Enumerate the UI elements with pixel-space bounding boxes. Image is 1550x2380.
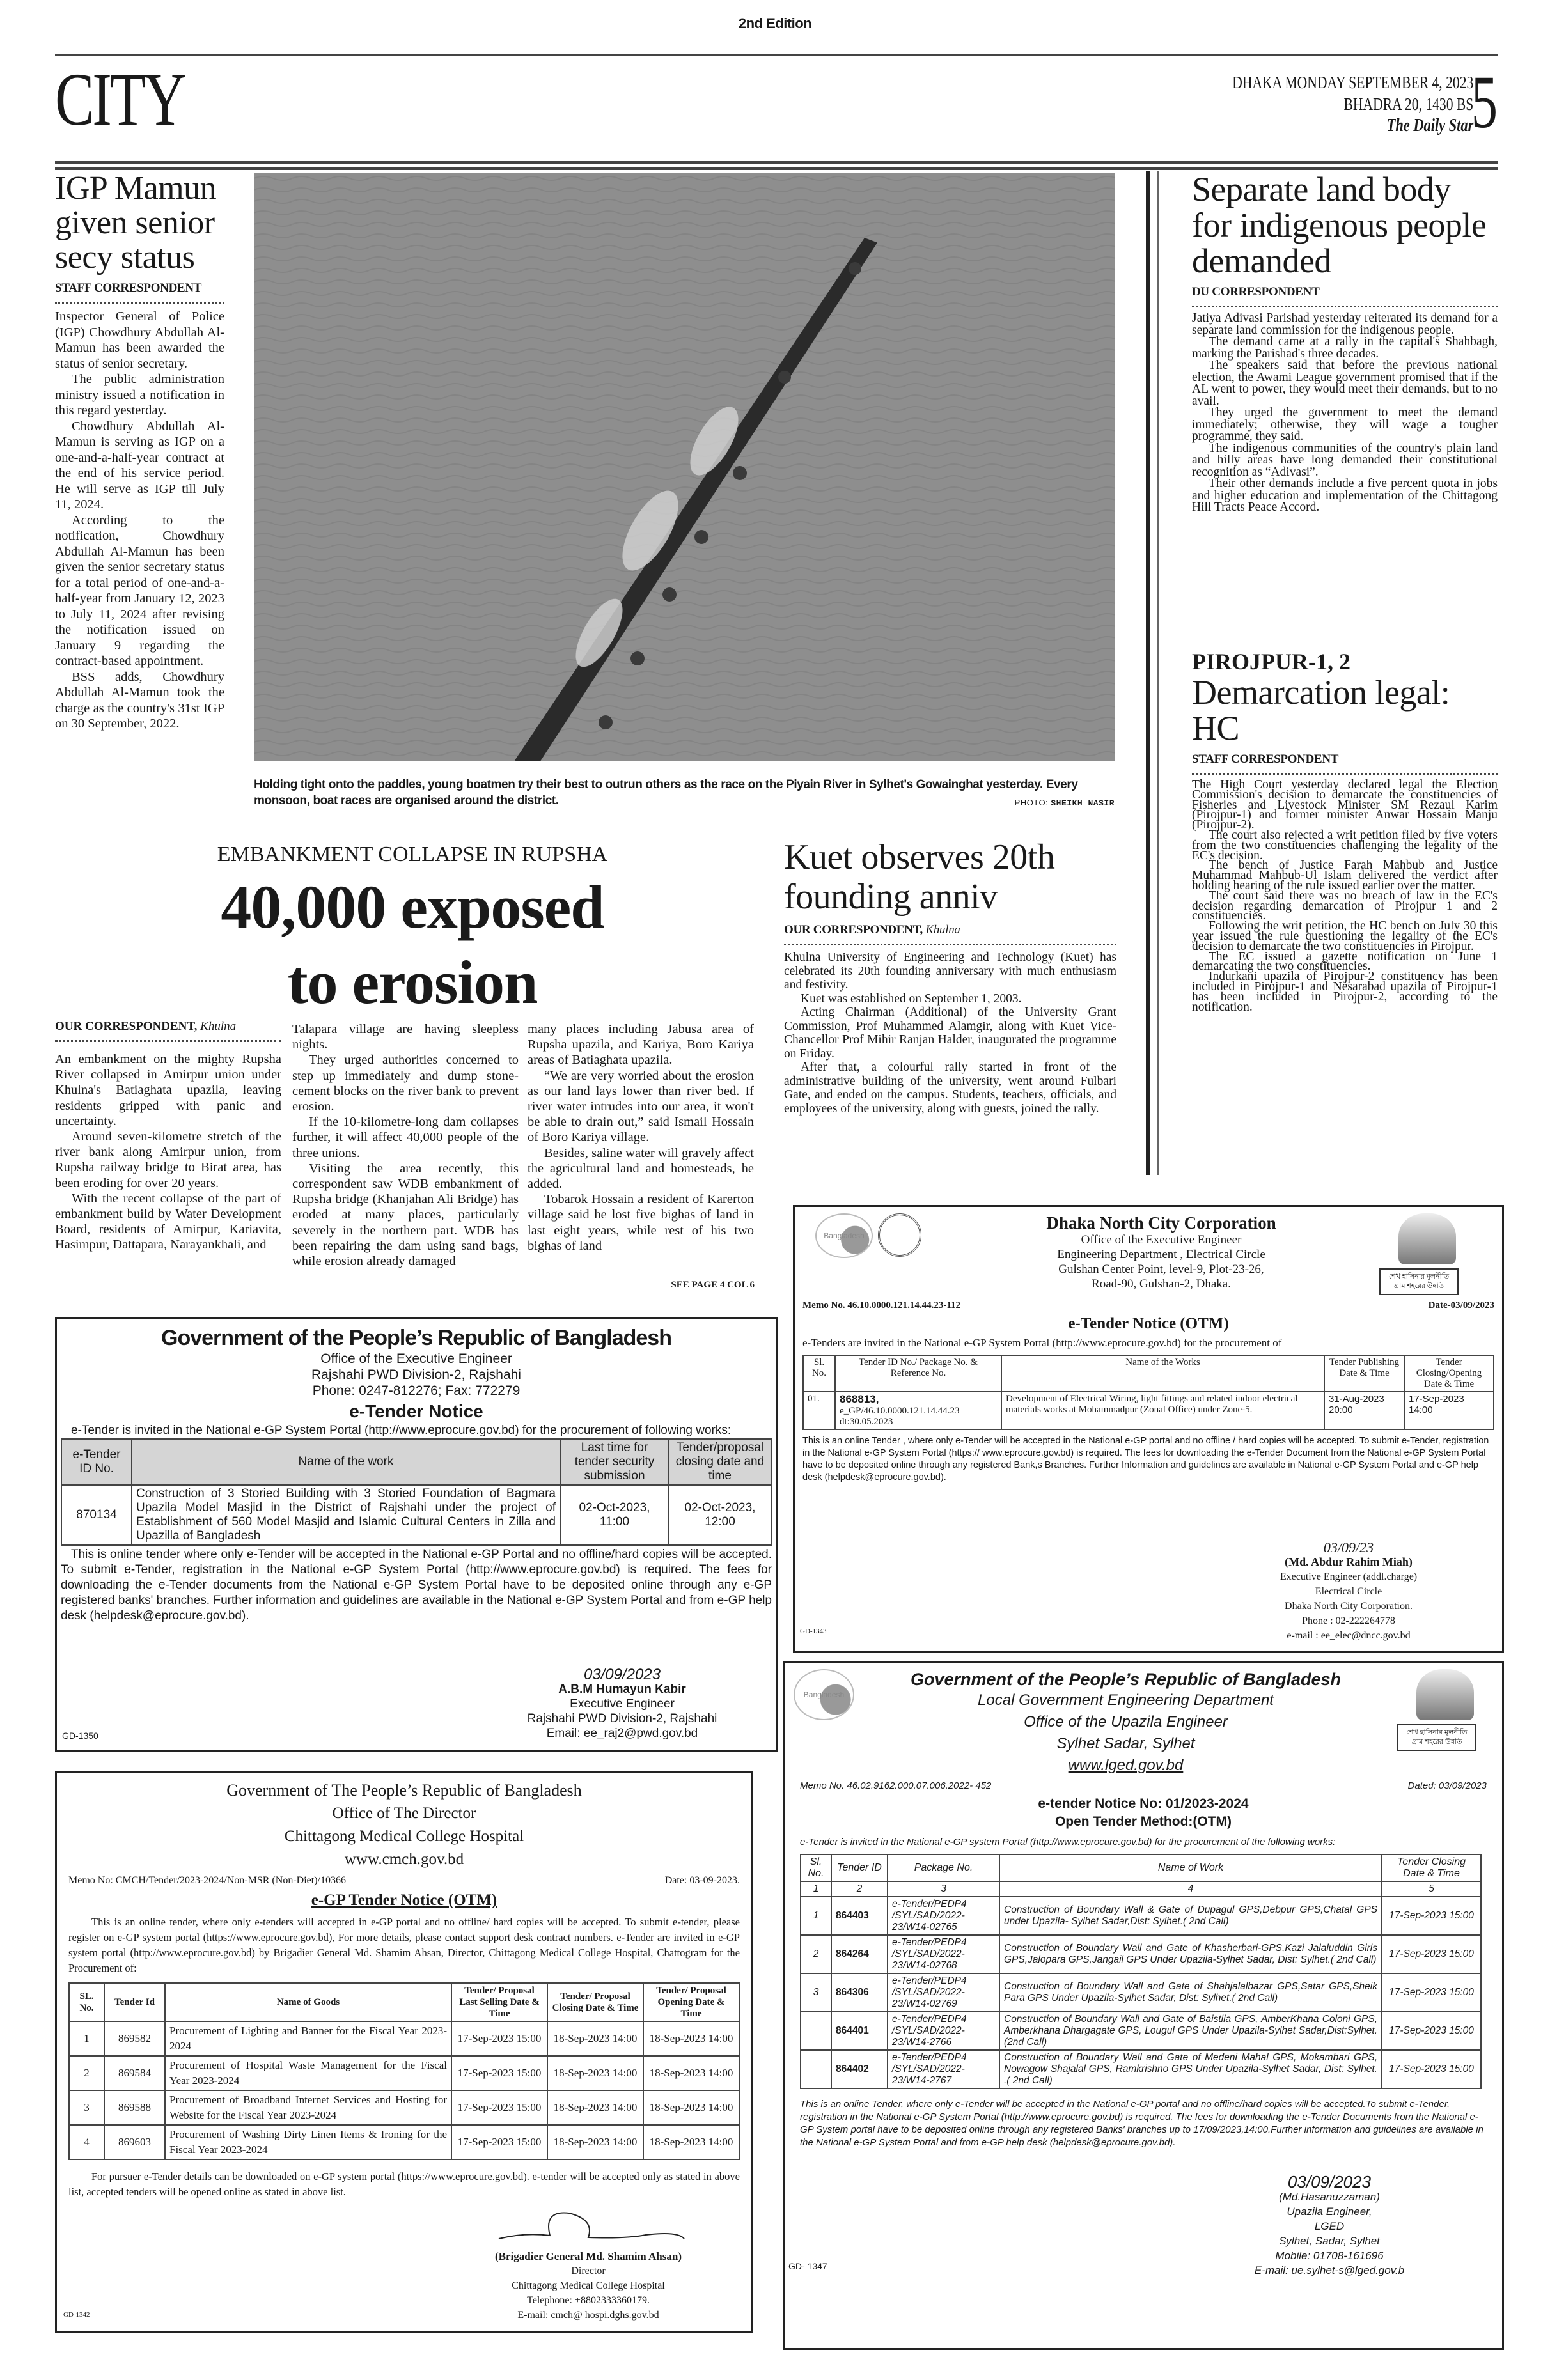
paragraph: The speakers said that before the previous national election, the Awami League government promised that if the AL went to power, they would meet their demands, but to no avail.	[1192, 359, 1498, 408]
mujib-emblem	[1379, 1213, 1475, 1295]
serial: 1	[69, 2021, 104, 2056]
ad-heading	[854, 1669, 1397, 1777]
paragraph: They urged the government to meet the demand immediately; otherwise, they will wage a tougher programme, they said.	[1192, 406, 1498, 443]
tender-id: 864401	[831, 2012, 888, 2050]
memo-line	[802, 1300, 1494, 1311]
signature-block	[513, 1667, 731, 1741]
ad-logos	[815, 1213, 943, 1258]
section-title: CITY	[55, 58, 185, 141]
selling-date: 17-Sep-2023 15:00	[451, 2056, 547, 2090]
goods-name: Procurement of Broadband Internet Services and Hosting for Website for the Fiscal Year 2023-2024	[165, 2090, 451, 2125]
signer-designation: Director	[571, 2266, 606, 2276]
column-header: Last time for tender security submission	[560, 1439, 669, 1485]
signer-name: (Brigadier General Md. Shamim Ahsan)	[495, 2250, 682, 2262]
article-body	[784, 951, 1116, 1116]
paragraph: Indurkani upazila of Pirojpur-2 constituency has been included in Pirojpur-1 and Nesarabad upazila of Pirojpur-1 has been included in Pirojpur-2, according to the notification.	[1192, 970, 1498, 1014]
signer-mobile: Mobile: 01708-161696	[1275, 2250, 1384, 2262]
goods-name: Procurement of Hospital Waste Management for the Fiscal Year 2023-2024	[165, 2056, 451, 2090]
credit-label: PHOTO:	[1014, 798, 1049, 807]
table-row	[801, 2050, 1481, 2088]
paragraph: Inspector General of Police (IGP) Chowdhury Abdullah Al-Mamun has been awarded the status of senior secretary.	[55, 309, 224, 371]
ad-pwd-tender	[55, 1317, 778, 1752]
column-number: 1	[801, 1881, 831, 1897]
tender-id: 869603	[104, 2125, 165, 2159]
work-name: Development of Electrical Wiring, light fittings and related indoor electrical materials works at Mohammadpur (Zonal Office) under Zone-5.	[1001, 1392, 1324, 1429]
paragraph: An embankment on the mighty Rupsha River collapsed in Amirpur union under Khulna's Batiaghata upazila, leaving residents gripped with panic and uncertainty.	[55, 1052, 281, 1128]
serial: 3	[801, 1973, 831, 2012]
tender-table	[802, 1355, 1494, 1430]
byline-place: Khulna	[925, 923, 960, 937]
column-header: Tender ID	[831, 1855, 888, 1881]
table-row	[61, 1485, 771, 1545]
ad-title: Government of the People’s Republic of Bangladesh	[910, 1670, 1342, 1689]
signer-email: E-mail: ue.sylhet-s@lged.gov.b	[1254, 2264, 1405, 2276]
ad-line: Road-90, Gulshan-2, Dhaka.	[1092, 1277, 1231, 1291]
masthead-date-block	[1232, 72, 1473, 137]
memo-date: Dated: 03/09/2023	[1407, 1780, 1487, 1791]
ad-footer: This is an online Tender, where only e-Tender will be accepted in the National e-GP portal and no offline/hard copies will be accepted.To submit e-Tender, registration in the National e-GP System Portal (http://www.eprocure.gov.bd) is required. The fees for downloading the e-Tender Documents from the National e-GP System portal have to be deposited online through any registered Banks' branches up to 17/09/2023,14:00.Further information and guidelines are available in the National e-GP System Portal and from e-GP help desk (helpdesk@eprocure.gov.bd).	[800, 2099, 1483, 2148]
ad-cmch-tender	[55, 1771, 753, 2333]
dotted-divider	[784, 944, 1116, 945]
signer-name: A.B.M Humayun Kabir	[558, 1683, 686, 1696]
ad-heading	[950, 1213, 1373, 1291]
opening-date: 18-Sep-2023 14:00	[643, 2056, 739, 2090]
table-row	[69, 2056, 739, 2090]
notice-title: e-tender Notice No: 01/2023-2024	[1038, 1796, 1249, 1811]
memo-number: Memo No. 46.02.9162.000.07.006.2022- 452	[800, 1780, 992, 1791]
table-row	[801, 1897, 1481, 1935]
ad-line: Office of the Upazila Engineer	[1024, 1713, 1228, 1731]
column-header: Name of the Works	[1001, 1355, 1324, 1392]
ad-office: Office of the Executive Engineer	[320, 1351, 512, 1366]
byline: STAFF CORRESPONDENT	[55, 281, 202, 295]
byline	[784, 923, 1116, 937]
signer-org: LGED	[1314, 2220, 1345, 2232]
paragraph: The court said there was no breach of law in the EC's decision regarding demarcation of Pirojpur 1 and 2 constituencies.	[1192, 889, 1498, 923]
paragraph: Following the writ petition, the HC bench on July 30 this year issued the rule questioning the legality of the EC's decision to demarcate the two constituencies in Pirojpur.	[1192, 919, 1498, 953]
paragraph: The indigenous communities of the country's plain land and hilly areas have long demanded their constitutional recognition as “Adivasi”.	[1192, 441, 1498, 479]
ad-title: Dhaka North City Corporation	[1046, 1213, 1276, 1233]
serial	[801, 2050, 831, 2088]
tender-id: 864264	[831, 1935, 888, 1973]
portrait-icon	[1416, 1669, 1474, 1720]
signer-circle: Electrical Circle	[1315, 1586, 1382, 1597]
column-header: Tender ID No./ Package No. & Reference No.	[835, 1355, 1001, 1392]
work-name: Construction of Boundary Wall and Gate of Medeni Mahal GPS, Mokambari GPS, Nowagow Shajalal GPS, Ramkrishno GPS Under Upazila-Sylhet Sadar, Dist: Sylhet. .( 2nd Call)	[999, 2050, 1382, 2088]
column-header: Name of the work	[132, 1439, 560, 1485]
slogan-box: শেখ হাসিনার মূলনীতি গ্রাম শহরের উন্নতি	[1397, 1724, 1476, 1751]
selling-date: 17-Sep-2023 15:00	[451, 2125, 547, 2159]
signer-place: Sylhet, Sadar, Sylhet	[1279, 2235, 1380, 2247]
table-row	[69, 2021, 739, 2056]
opening-date: 18-Sep-2023 14:00	[643, 2090, 739, 2125]
tender-id: 869588	[104, 2090, 165, 2125]
paragraph: They urged authorities concerned to step up immediately and dump stone-cement blocks on the river bank to prevent erosion.	[292, 1053, 519, 1114]
serial: 01.	[803, 1392, 835, 1429]
package-no: e-Tender/PEDP4 /SYL/SAD/2022-23/W14-2767	[888, 2050, 999, 2088]
closing-date: 18-Sep-2023 14:00	[547, 2021, 643, 2056]
signer-name: (Md. Abdur Rahim Miah)	[1285, 1555, 1413, 1568]
paragraph: Acting Chairman (Additional) of the University Grant Commission, Prof Muhammed Alamgir, along with Kuet Vice-Chancellor Prof Mihir Ranjan Halder, inaugurated the programme on Friday.	[784, 1006, 1116, 1061]
ad-line: Gulshan Center Point, level-9, Plot-23-26,	[1058, 1263, 1264, 1276]
ad-division: Rajshahi PWD Division-2, Rajshahi	[311, 1367, 521, 1382]
table-row	[69, 2125, 739, 2159]
column-header: Tender Closing Date & Time	[1382, 1855, 1481, 1881]
column-header: Sl. No.	[803, 1355, 835, 1392]
tender-id-cell	[835, 1392, 1001, 1429]
column-header: Sl. No.	[801, 1855, 831, 1881]
work-name: Construction of Boundary Wall and Gate of Baistila GPS, AmberKhana Coloni GPS, Amberkhana Dhargagate GPS, Lougul GPS Under Upazila-Sylhet Sadar,Dist:Sylhet.(2nd Call)	[999, 2012, 1382, 2050]
ad-phone: Phone: 0247-812276; Fax: 772279	[312, 1383, 521, 1398]
column-header: Tender Closing/Opening Date & Time	[1404, 1355, 1494, 1392]
headline-line: to erosion	[287, 948, 538, 1016]
closing-date: 17-Sep-2023 15:00	[1382, 2050, 1481, 2088]
ad-code: GD-1350	[62, 1731, 98, 1741]
boat-race-photo	[254, 173, 1115, 761]
paragraph: If the 10-kilometre-long dam collapses further, it will affect 40,000 people of the three unions.	[292, 1115, 519, 1160]
tender-id: 869582	[104, 2021, 165, 2056]
selling-date: 17-Sep-2023 15:00	[451, 2090, 547, 2125]
closing-date: 18-Sep-2023 14:00	[547, 2125, 643, 2159]
signature-block	[470, 2207, 707, 2322]
headline: IGP Mamun given senior secy status	[55, 170, 217, 276]
ad-intro: e-Tender is invited in the National e-GP system Portal (http://www.eprocure.gov.bd) for the procurement of the following works:	[800, 1837, 1336, 1847]
date-line: DHAKA MONDAY SEPTEMBER 4, 2023	[1232, 73, 1473, 92]
signature: 03/09/2023	[1287, 2172, 1372, 2191]
credit-name: SHEIKH NASIR	[1051, 798, 1115, 808]
masthead-rule	[55, 161, 1498, 164]
eprocure-link[interactable]: http://www.eprocure.gov.bd	[368, 1424, 515, 1437]
memo-date: Date: 03-09-2023.	[664, 1875, 740, 1886]
paragraph: The public administration ministry issued a notification in this regard yesterday.	[55, 372, 224, 417]
tender-id: 868813,	[840, 1393, 879, 1405]
ad-footer: This is online tender where only e-Tender will be accepted in the National e-GP Portal and no offline/hard copies will be accepted. To submit e-Tender, registration in the National e-GP System Portal (http://www.eprocure.gov.bd) is required. The fees for downloading the e-Tender documents from the National e-GP System Portal have to be deposited online through any e-GP registered banks' branches. Further information and guidelines are available in the National e-GP System Portal and from e-GP help desk (helpdesk@eprocure.gov.bd).	[61, 1548, 772, 1622]
paragraph: The court also rejected a writ petition filed by five voters from the two constituencies challenging the legality of the EC's decision.	[1192, 828, 1498, 862]
closing-date: 18-Sep-2023 14:00	[547, 2056, 643, 2090]
goods-name: Procurement of Lighting and Banner for the Fiscal Year 2023-2024	[165, 2021, 451, 2056]
column-header: SL. No.	[69, 1983, 104, 2021]
serial: 2	[801, 1935, 831, 1973]
work-name: Construction of 3 Storied Building with 3 Storied Foundation of Bagmara Upazila Model Masjid in the District of Rajshahi under the project of Establishment of 560 Model Masjid and Islamic Cultural Centers in Zilla and Upazilla of Bangladesh	[132, 1485, 560, 1545]
work-name: Construction of Boundary Wall & Gate of Dupagul GPS,Debpur GPS,Chatal GPS under Upazila- Sylhet Sadar,Dist: Sylhet.( 2nd Call)	[999, 1897, 1382, 1935]
work-name: Construction of Boundary Wall and Gate of Khasherbari-GPS,Kazi Jalaluddin Girls GPS,Jalopara GPS,Jangail GPS Under Upazila-Sylhet Sadar, Dist: Sylhet.( 2nd Call)	[999, 1935, 1382, 1973]
paragraph: BSS adds, Chowdhury Abdullah Al-Mamun took the charge as the country's 31st IGP on 30 September, 2022.	[55, 669, 224, 731]
ad-title: Government of the People’s Republic of Bangladesh	[161, 1326, 671, 1350]
ad-code: GD-1342	[63, 2311, 90, 2319]
notice-method: Open Tender Method:(OTM)	[1054, 1814, 1232, 1829]
serial: 2	[69, 2056, 104, 2090]
package-no: e-Tender/PEDP4 /SYL/SAD/2022-23/W14-2766	[888, 2012, 999, 2050]
paragraph: Visiting the area recently, this correspondent saw WDB embankment of Rupsha bridge (Khanjahan Ali Bridge) has eroded at many places, particularly severely in the northern part. WDB has been repairing the dam using sand bags, while erosion already damaged	[292, 1161, 519, 1269]
tender-id: 864306	[831, 1973, 888, 2012]
kicker: PIROJPUR-1, 2	[1192, 649, 1350, 674]
security-time: 02-Oct-2023, 11:00	[560, 1485, 669, 1545]
signature-block	[1233, 2172, 1425, 2278]
paragraph: Besides, saline water will gravely affect the agricultural land and homesteads, he added.	[528, 1146, 754, 1192]
article-column	[55, 1052, 281, 1253]
paragraph: many places including Jabusa area of Rupsha upazila, and Kariya, Boro Kariya areas of Batiaghata upazila.	[528, 1022, 754, 1068]
work-name: Construction of Boundary Wall and Gate of Shahjalalbazar GPS,Satar GPS,Sheik Para GPS Under Upazila-Sylhet Sadar, Dist: Sylhet.( 2nd Call)	[999, 1973, 1382, 2012]
serial: 3	[69, 2090, 104, 2125]
boat-race-illustration	[254, 173, 1115, 761]
column-header: Tender/ Proposal Opening Date & Time	[643, 1983, 739, 2021]
dotted-divider	[1192, 306, 1498, 307]
paragraph: Jatiya Adivasi Parishad yesterday reiterated its demand for a separate land commission for the indigenous people.	[1192, 311, 1498, 337]
memo-number: Memo No. 46.10.0000.121.14.44.23-112	[802, 1300, 961, 1311]
tender-table	[61, 1438, 772, 1546]
byline-name: OUR CORRESPONDENT,	[784, 923, 923, 937]
page-number: 5	[1471, 60, 1498, 144]
paragraph: Khulna University of Engineering and Technology (Kuet) has celebrated its 20th founding anniversary with much enthusiasm and festivity.	[784, 951, 1116, 992]
article-body	[55, 309, 224, 732]
signer-email: Email: ee_raj2@pwd.gov.bd	[546, 1727, 698, 1740]
ad-dncc-tender	[793, 1205, 1504, 1653]
selling-date: 17-Sep-2023 15:00	[451, 2021, 547, 2056]
column-separator	[1157, 171, 1159, 1175]
signer-org: Chittagong Medical College Hospital	[512, 2280, 665, 2291]
article-kuet	[784, 837, 1116, 1116]
ad-intro	[61, 1423, 772, 1438]
masthead-rule	[55, 54, 1498, 56]
jump-link[interactable]: SEE PAGE 4 COL 6	[671, 1280, 755, 1290]
byline-place: Khulna	[200, 1020, 237, 1033]
intro-text: ) for the procurement of following works:	[515, 1424, 732, 1437]
goods-name: Procurement of Washing Dirty Linen Items & Ironing for the Fiscal Year 2023-2024	[165, 2125, 451, 2159]
column-number: 4	[999, 1881, 1382, 1897]
bangladesh-50-logo: Bangladesh	[794, 1669, 854, 1720]
byline: DU CORRESPONDENT	[1192, 285, 1320, 299]
signer-office: Rajshahi PWD Division-2, Rajshahi	[527, 1712, 717, 1725]
tender-id: 864403	[831, 1897, 888, 1935]
dotted-divider	[55, 302, 224, 304]
ad-code: GD- 1347	[788, 2261, 827, 2271]
package-no: e-Tender/PEDP4 /SYL/SAD/2022-23/W14-02765	[888, 1897, 999, 1935]
dncc-seal-icon	[878, 1213, 921, 1257]
photo-credit	[1015, 798, 1115, 808]
ad-lged-tender	[783, 1661, 1504, 2350]
closing-date: 17-Sep-2023 15:00	[1382, 1935, 1481, 1973]
column-separator	[1146, 171, 1150, 1175]
column-header: Tender Publishing Date & Time	[1324, 1355, 1404, 1392]
article-column	[528, 1022, 754, 1254]
paragraph: The High Court yesterday declared legal the Election Commission's decision to demarcate the constituencies of Fisheries and Livestock Minister SM Rezaul Karim (Pirojpur-1) and former minister Anwar Hossain Manju (Pirojpur-2).	[1192, 778, 1498, 832]
signer-designation: Upazila Engineer,	[1287, 2205, 1372, 2218]
paragraph: Kuet was established on September 1, 2003.	[801, 992, 1022, 1006]
package-no: e-Tender/PEDP4 /SYL/SAD/2022-23/W14-02769	[888, 1973, 999, 2012]
paragraph: The EC issued a gazette notification on June 1 demarcating the two constituencies.	[1192, 949, 1498, 974]
paragraph: The bench of Justice Farah Mahbub and Justice Muhammad Mahbub-Ul Islam delivered the verdict after holding hearing of the rule issued earlier over the matter.	[1192, 859, 1498, 892]
notice-title: e-Tender Notice (OTM)	[1068, 1315, 1229, 1332]
photo-caption: Holding tight onto the paddles, young boatmen try their best to outrun others as the race on the Piyain River in Sylhet's Gowainghat yesterday. Every monsoon, boat races are organised around the district.	[254, 778, 1078, 807]
publish-date: 31-Aug-2023 20:00	[1324, 1392, 1404, 1429]
tender-table	[800, 1854, 1482, 2089]
tender-table	[68, 1982, 740, 2160]
dotted-divider	[55, 1040, 281, 1042]
ad-header	[802, 1213, 1494, 1295]
reference: e_GP/46.10.0000.121.14.44.23 dt:30.05.2023	[840, 1406, 960, 1427]
tender-id: 870134	[61, 1485, 132, 1545]
article-igp	[55, 171, 224, 732]
bangla-date: BHADRA 20, 1430 BS	[1343, 95, 1473, 114]
paragraph: Their other demands include a five percent quota in jobs and higher education and implementation of the Chittagong Hill Tracts Peace Accord.	[1192, 477, 1498, 514]
tender-id: 869584	[104, 2056, 165, 2090]
paragraph: With the recent collapse of the part of embankment build by Water Development Board, residents of Amirpur, Kariavita, Hasimpur, Dattapara, Narayankhali, and	[55, 1191, 281, 1252]
memo-line	[800, 1780, 1487, 1791]
memo-line	[68, 1875, 740, 1886]
table-row	[801, 2012, 1481, 2050]
column-number: 2	[831, 1881, 888, 1897]
bangladesh-50-logo: Bangladesh	[815, 1213, 873, 1258]
dotted-divider	[1192, 773, 1498, 775]
column-header: Tender Id	[104, 1983, 165, 2021]
signature-scribble	[486, 2207, 691, 2245]
table-row	[69, 2090, 739, 2125]
opening-date: 18-Sep-2023 14:00	[643, 2125, 739, 2159]
ad-intro: e-Tenders are invited in the National e-GP System Portal (http://www.eprocure.gov.bd) for the procurement of	[802, 1337, 1282, 1349]
edition-label: 2nd Edition	[738, 15, 812, 31]
signer-email: e-mail : ee_elec@dncc.gov.bd	[1287, 1630, 1411, 1641]
mujib-emblem	[1397, 1669, 1493, 1751]
column-header: Name of Goods	[165, 1983, 451, 2021]
column-header: Package No.	[888, 1855, 999, 1881]
signer-designation: Executive Engineer (addl.charge)	[1280, 1571, 1418, 1582]
closing-date: 17-Sep-2023 15:00	[1382, 1897, 1481, 1935]
headline: Demarcation legal: HC	[1192, 673, 1450, 747]
ad-intro: This is an online tender, where only e-tenders will accepted in e-GP portal and no offline/ hard copies will be accepted. To submit e-tender, please register on e-GP system portal (https://www.eprocure.gov.bd), For more details, please contact support desk contract numbers. e-Tender are invited in e-GP system portal (http://www.eprocure.gov.bd) by Brigadier General Md. Shamim Ahsan, Director, Chittagong Medical College Hospital, Chattogram for the Procurement of:	[68, 1916, 740, 1974]
serial: 1	[801, 1897, 831, 1935]
intro-text: e-Tender is invited in the National e-GP System Portal (	[71, 1424, 369, 1437]
headline-line: 40,000 exposed	[221, 873, 604, 941]
signer-designation: Executive Engineer	[570, 1697, 675, 1711]
notice-title: e-GP Tender Notice (OTM)	[311, 1892, 497, 1909]
paragraph: According to the notification, Chowdhury Abdullah Al-Mamun has been given the senior secretary status for a total period of one-and-a-half-year from January 12, 2023 to July 11, 2024 after revising the notification issued on January 9 regarding the contract-based appointment.	[55, 513, 224, 668]
notice-title: e-Tender Notice	[349, 1401, 483, 1421]
article-land-body	[1192, 171, 1498, 514]
ad-website: www.cmch.gov.bd	[344, 1851, 464, 1868]
ad-line: Sylhet Sadar, Sylhet	[1056, 1735, 1195, 1752]
tender-id: 864402	[831, 2050, 888, 2088]
column-number: 3	[888, 1881, 999, 1897]
serial: 4	[69, 2125, 104, 2159]
column-header: Tender/ Proposal Closing Date & Time	[547, 1983, 643, 2021]
ad-footer: For pursuer e-Tender details can be downloaded on e-GP system portal (https://www.eprocure.gov.bd). e-tender will be accepted only as stated in above list, accepted tenders will be opened online as stated in above list.	[68, 2170, 740, 2198]
package-no: e-Tender/PEDP4 /SYL/SAD/2022-23/W14-02768	[888, 1935, 999, 1973]
column-header: Name of Work	[999, 1855, 1382, 1881]
ad-title: Government of The People’s Republic of Bangladesh	[226, 1781, 582, 1800]
signer-email: E-mail: cmch@ hospi.dghs.gov.bd	[517, 2310, 659, 2321]
ad-code: GD-1343	[800, 1628, 827, 1635]
signer-phone: Telephone: +8802333360179.	[527, 2295, 650, 2306]
column-header: Tender/proposal closing date and time	[669, 1439, 771, 1485]
ad-line: Office of the Executive Engineer	[1081, 1233, 1242, 1247]
signer-org: Dhaka North City Corporation.	[1285, 1601, 1413, 1612]
article-pirojpur	[1192, 649, 1498, 1012]
signature: 03/09/2023	[583, 1666, 661, 1683]
closing-date: 17-Sep-2023 14:00	[1404, 1392, 1494, 1429]
article-body	[1192, 780, 1498, 1012]
paragraph: Around seven-kilometre stretch of the river bank along Amirpur union, from Rupsha railway bridge to Birat area, has been eroding for over 20 years.	[55, 1130, 281, 1190]
paragraph: “We are very worried about the erosion as our land lays lower than river bed. If river water intrudes into our area, it won't be able to drain out,” said Ismail Hossain of Boro Kariya village.	[528, 1068, 754, 1145]
lged-website-link[interactable]: www.lged.gov.bd	[1068, 1757, 1184, 1774]
byline	[55, 1020, 281, 1047]
paragraph: The demand came at a rally in the capital's Shahbagh, marking the Parishad's three decades.	[1192, 335, 1498, 361]
portrait-icon	[1398, 1213, 1456, 1264]
ad-line: Office of The Director	[332, 1805, 476, 1822]
headline	[45, 869, 780, 1020]
table-row	[801, 1935, 1481, 1973]
table-row	[801, 1973, 1481, 2012]
paper-logo: The Daily Star	[1386, 116, 1473, 136]
article-body	[1192, 313, 1498, 514]
signer-name: (Md.Hasanuzzaman)	[1279, 2191, 1380, 2203]
paragraph: Tobarok Hossain a resident of Karerton village said he lost five bighas of land in last eight years, while rest of his two bighas of land	[528, 1192, 754, 1253]
headline: Separate land body for indigenous people demanded	[1192, 170, 1487, 280]
table-row	[803, 1392, 1494, 1429]
memo-date: Date-03/09/2023	[1428, 1300, 1494, 1311]
ad-line: Engineering Department , Electrical Circle	[1057, 1248, 1265, 1261]
kicker: EMBANKMENT COLLAPSE IN RUPSHA	[217, 843, 608, 866]
paragraph: Talapara village are having sleepless nights.	[292, 1022, 519, 1052]
headline: Kuet observes 20th founding anniv	[784, 837, 1055, 917]
ad-header	[794, 1669, 1493, 1777]
memo-number: Memo No: CMCH/Tender/2023-2024/Non-MSR (Non-Diet)/10366	[68, 1875, 346, 1886]
opening-date: 18-Sep-2023 14:00	[643, 2021, 739, 2056]
article-column	[292, 1022, 519, 1269]
ad-line: Chittagong Medical College Hospital	[284, 1828, 524, 1845]
slogan-box: শেখ হাসিনার মূলনীতি গ্রাম শহরের উন্নতি	[1379, 1268, 1459, 1295]
signature: 03/09/23	[1323, 1539, 1374, 1555]
byline: STAFF CORRESPONDENT	[1192, 752, 1339, 766]
closing-date: 17-Sep-2023 15:00	[1382, 2012, 1481, 2050]
signature-block	[1253, 1540, 1444, 1643]
paragraph: After that, a colourful rally started in front of the administrative building of the university, went around Fulbari Gate, and ended on the campus. Students, teachers, officials, and employees of the university, along with guests, joined the rally.	[784, 1061, 1116, 1116]
closing-date: 17-Sep-2023 15:00	[1382, 1973, 1481, 2012]
serial	[801, 2012, 831, 2050]
paragraph: Chowdhury Abdullah Al-Mamun is serving as IGP on a one-and-a-half-year contract at the end of his service period. He will serve as IGP till July 11, 2024.	[55, 419, 224, 511]
column-header: Tender/ Proposal Last Selling Date & Time	[451, 1983, 547, 2021]
column-number: 5	[1382, 1881, 1481, 1897]
byline-name: OUR CORRESPONDENT,	[55, 1020, 198, 1033]
signer-phone: Phone : 02-222264778	[1302, 1615, 1395, 1626]
closing-time: 02-Oct-2023, 12:00	[669, 1485, 771, 1545]
closing-date: 18-Sep-2023 14:00	[547, 2090, 643, 2125]
ad-footer: This is an online Tender , where only e-Tender will be accepted in the National e-GP portal and no offline / hard copies will be accepted. To submit e-Tender, registration in the National e-GP System Portal (https:// www.eprocure.gov.bd) is required. The fees for downloading the e-Tender Document from the National e-GP System Portal have to be deposited online through any registered Bank,s Branches. Further Information and guidelines are available in National e-GP System Portal and e-GP help desk (helpdesk@eprocure.gov.bd).	[802, 1436, 1489, 1482]
column-header: e-Tender ID No.	[61, 1439, 132, 1485]
ad-line: Local Government Engineering Department	[978, 1692, 1274, 1709]
